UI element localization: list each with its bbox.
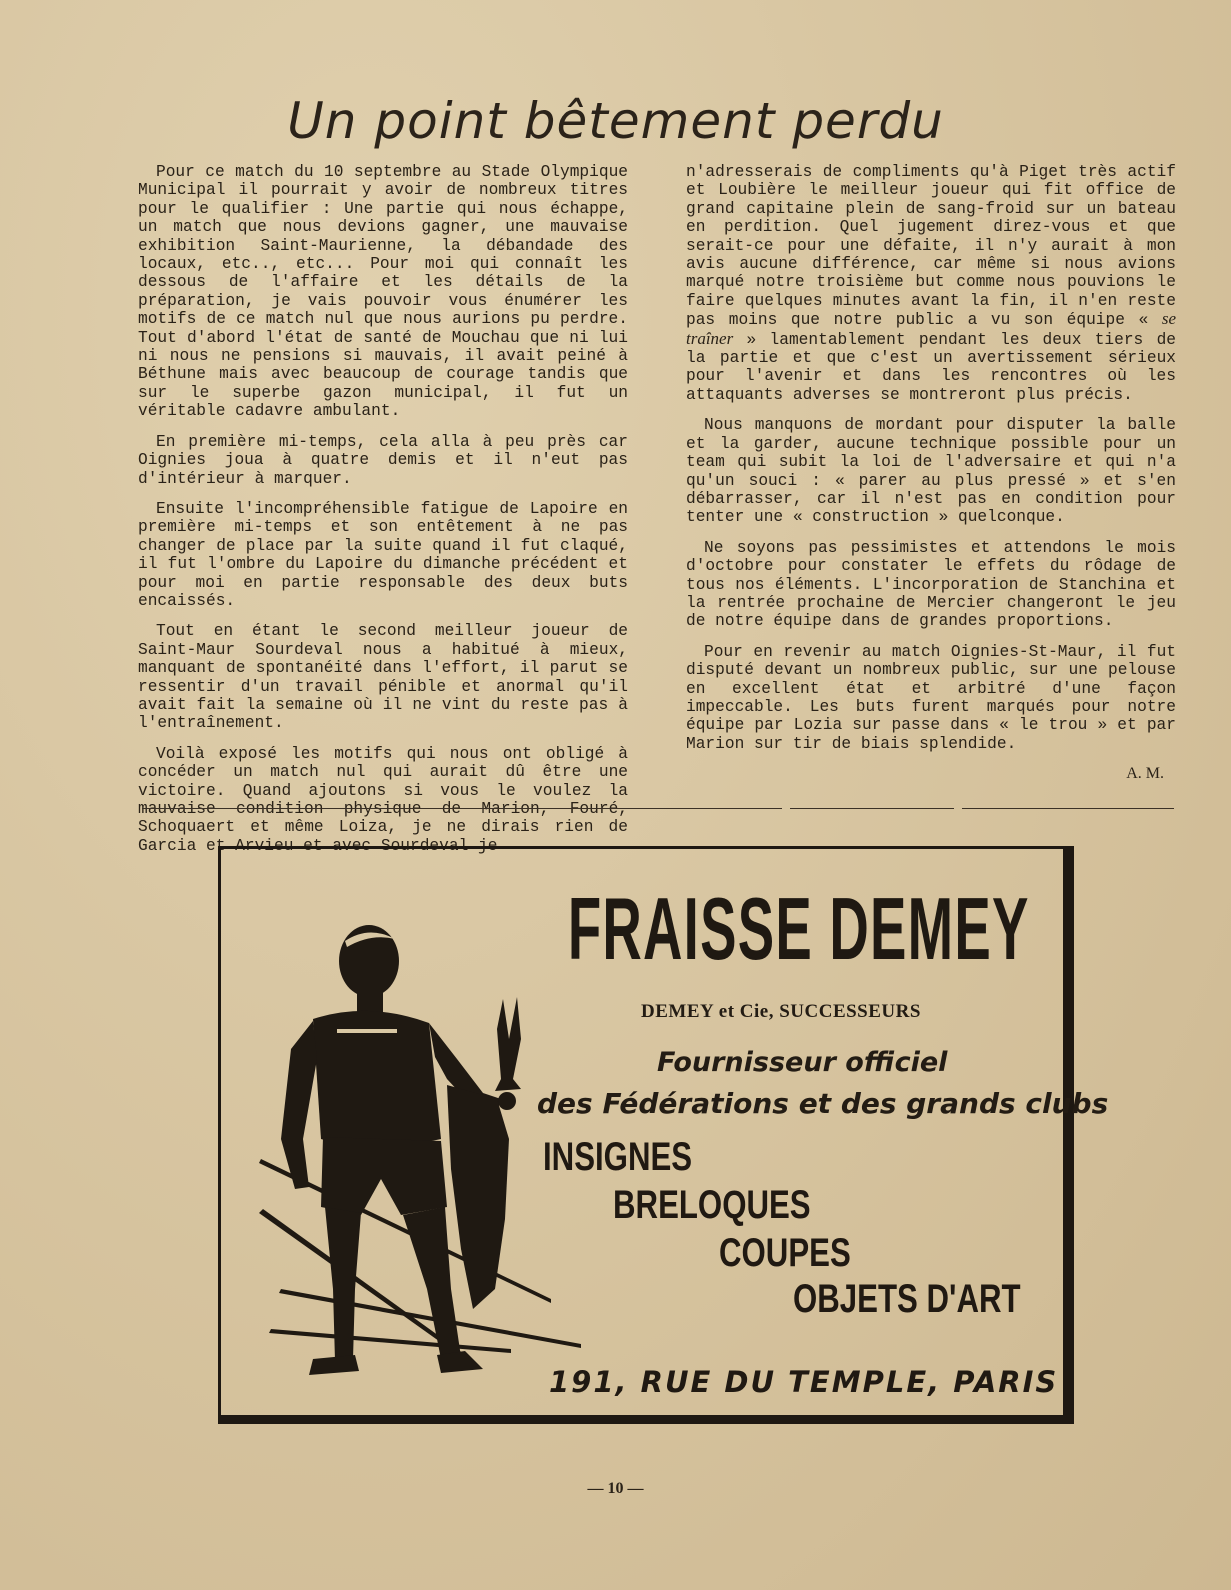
article-text: » lamentablement pendant les deux tiers de la partie et que c'est un avertissement sérieux pour l'avenir et dans les rencontres où les attaquants adverses se montreront plus précis. — [686, 330, 1176, 404]
article-emphasis: se traîner — [686, 309, 1177, 348]
article-title: Un point bêtement perdu — [287, 92, 944, 150]
article-paragraph: Ensuite l'incompréhensible fatigue de Lapoire en première mi-temps et son entêtement à ne pas changer de place par la suite quand il fut claqué, il fut l'ombre du Lapoire du dimanche précédent et pour moi en partie responsable des deux buts encaissés. — [138, 499, 628, 610]
advert-tagline-2: des Fédérations et des grands clubs — [537, 1087, 1109, 1120]
article-paragraph-continued — [686, 163, 1176, 404]
advert-product: INSIGNES — [543, 1135, 693, 1179]
article-paragraph: Nous manquons de mordant pour disputer la balle et la garder, aucune technique possible pour un team qui subit la loi de l'adversaire et qui n'a qu'un souci : « parer au plus pressé » et s'en débarrasser, car il n'est pas en condition pour tenter une « construction » quelconque. — [686, 416, 1176, 527]
article-left-column — [138, 163, 628, 867]
article-paragraph: Tout en étant le second meilleur joueur de Saint-Maur Sourdeval nous a habitué à mieux, manquant de spontanéité dans l'effort, il parut se ressentir d'un travail pénible et anormal qu'il avait fait la semaine où il ne vint du reste pas à l'entraînement. — [138, 622, 628, 733]
page-number: — 10 — — [587, 1480, 644, 1497]
advert-brand: FRAISSE DEMEY — [567, 879, 1030, 978]
advert-address: 191, RUE DU TEMPLE, PARIS — [549, 1365, 1059, 1399]
advert-product: BRELOQUES — [613, 1183, 811, 1227]
article-signature: A. M. — [1126, 765, 1164, 783]
article-paragraph: Ne soyons pas pessimistes et attendons le mois d'octobre pour constater le effets du rôdage de tous nos éléments. L'incorporation de Stanchina et la rentrée prochaine de Mercier changeront le jeu de notre équipe dans de grandes proportions. — [686, 538, 1176, 631]
separator-rule — [790, 808, 954, 809]
article-paragraph: Pour en revenir au match Oignies-St-Maur, il fut disputé devant un nombreux public, sur une pelouse en excellent état et arbitré d'une façon impeccable. Les buts furent marqués pour notre équipe par Lozia sur passe dans « le trou » et par Marion sur tir de biais splendide. — [686, 642, 1176, 753]
article-text: n'adresserais de compliments qu'à Piget très actif et Loubière le meilleur joueur qui fit office de grand capitaine plein de sang-froid sur un bateau en perdition. Quel jugement direz-vous et que serait-ce pour une défaite, il n'y aurait à mon avis aucune différence, car même si nous avions marqué notre troisième but comme nous pouvions le faire quelques minutes avant la fin, il n'en reste pas moins que notre public a vu son équipe « — [686, 163, 1176, 330]
advert-successors: DEMEY et Cie, SUCCESSEURS — [641, 1001, 921, 1022]
advertisement — [218, 846, 1109, 1424]
separator-rule — [142, 808, 782, 809]
article-paragraph: Voilà exposé les motifs qui nous ont obligé à concéder un match nul qui aurait dû être une victoire. Quand ajoutons si vous le voulez la mauvaise condition physique de Marion, Fouré, Schoquaert et même Loiza, je ne dirais rien de Garcia et Arvieu et avec Sourdeval je — [138, 744, 628, 855]
article-paragraph: Pour ce match du 10 septembre au Stade Olympique Municipal il pourrait y avoir de nombreux titres pour le qualifier : Une partie qui nous échappe, un match que nous devions gagner, une mauvaise exhibition Saint-Maurienne, la débandade des locaux, etc.., etc... Pour moi qui connaît les dessous de l'affaire et les détails de la préparation, je vais pouvoir vous énumérer les motifs de ce match nul que nous aurions pu perdre. Tout d'abord l'état de santé de Mouchau que ni lui ni nous ne pensions si mauvais, il avait peiné à Béthune mais avec beaucoup de courage tandis que sur le superbe gazon municipal, il fut un véritable cadavre ambulant. — [138, 163, 628, 421]
article-right-column — [686, 163, 1176, 784]
article-paragraph: En première mi-temps, cela alla à peu près car Oignies joua à quatre demis et il n'eut pas d'intérieur à marquer. — [138, 432, 628, 488]
advert-tagline-1: Fournisseur officiel — [657, 1047, 948, 1078]
advert-product: OBJETS D'ART — [793, 1277, 1021, 1321]
separator-rule — [962, 808, 1174, 809]
advert-product: COUPES — [719, 1231, 851, 1275]
